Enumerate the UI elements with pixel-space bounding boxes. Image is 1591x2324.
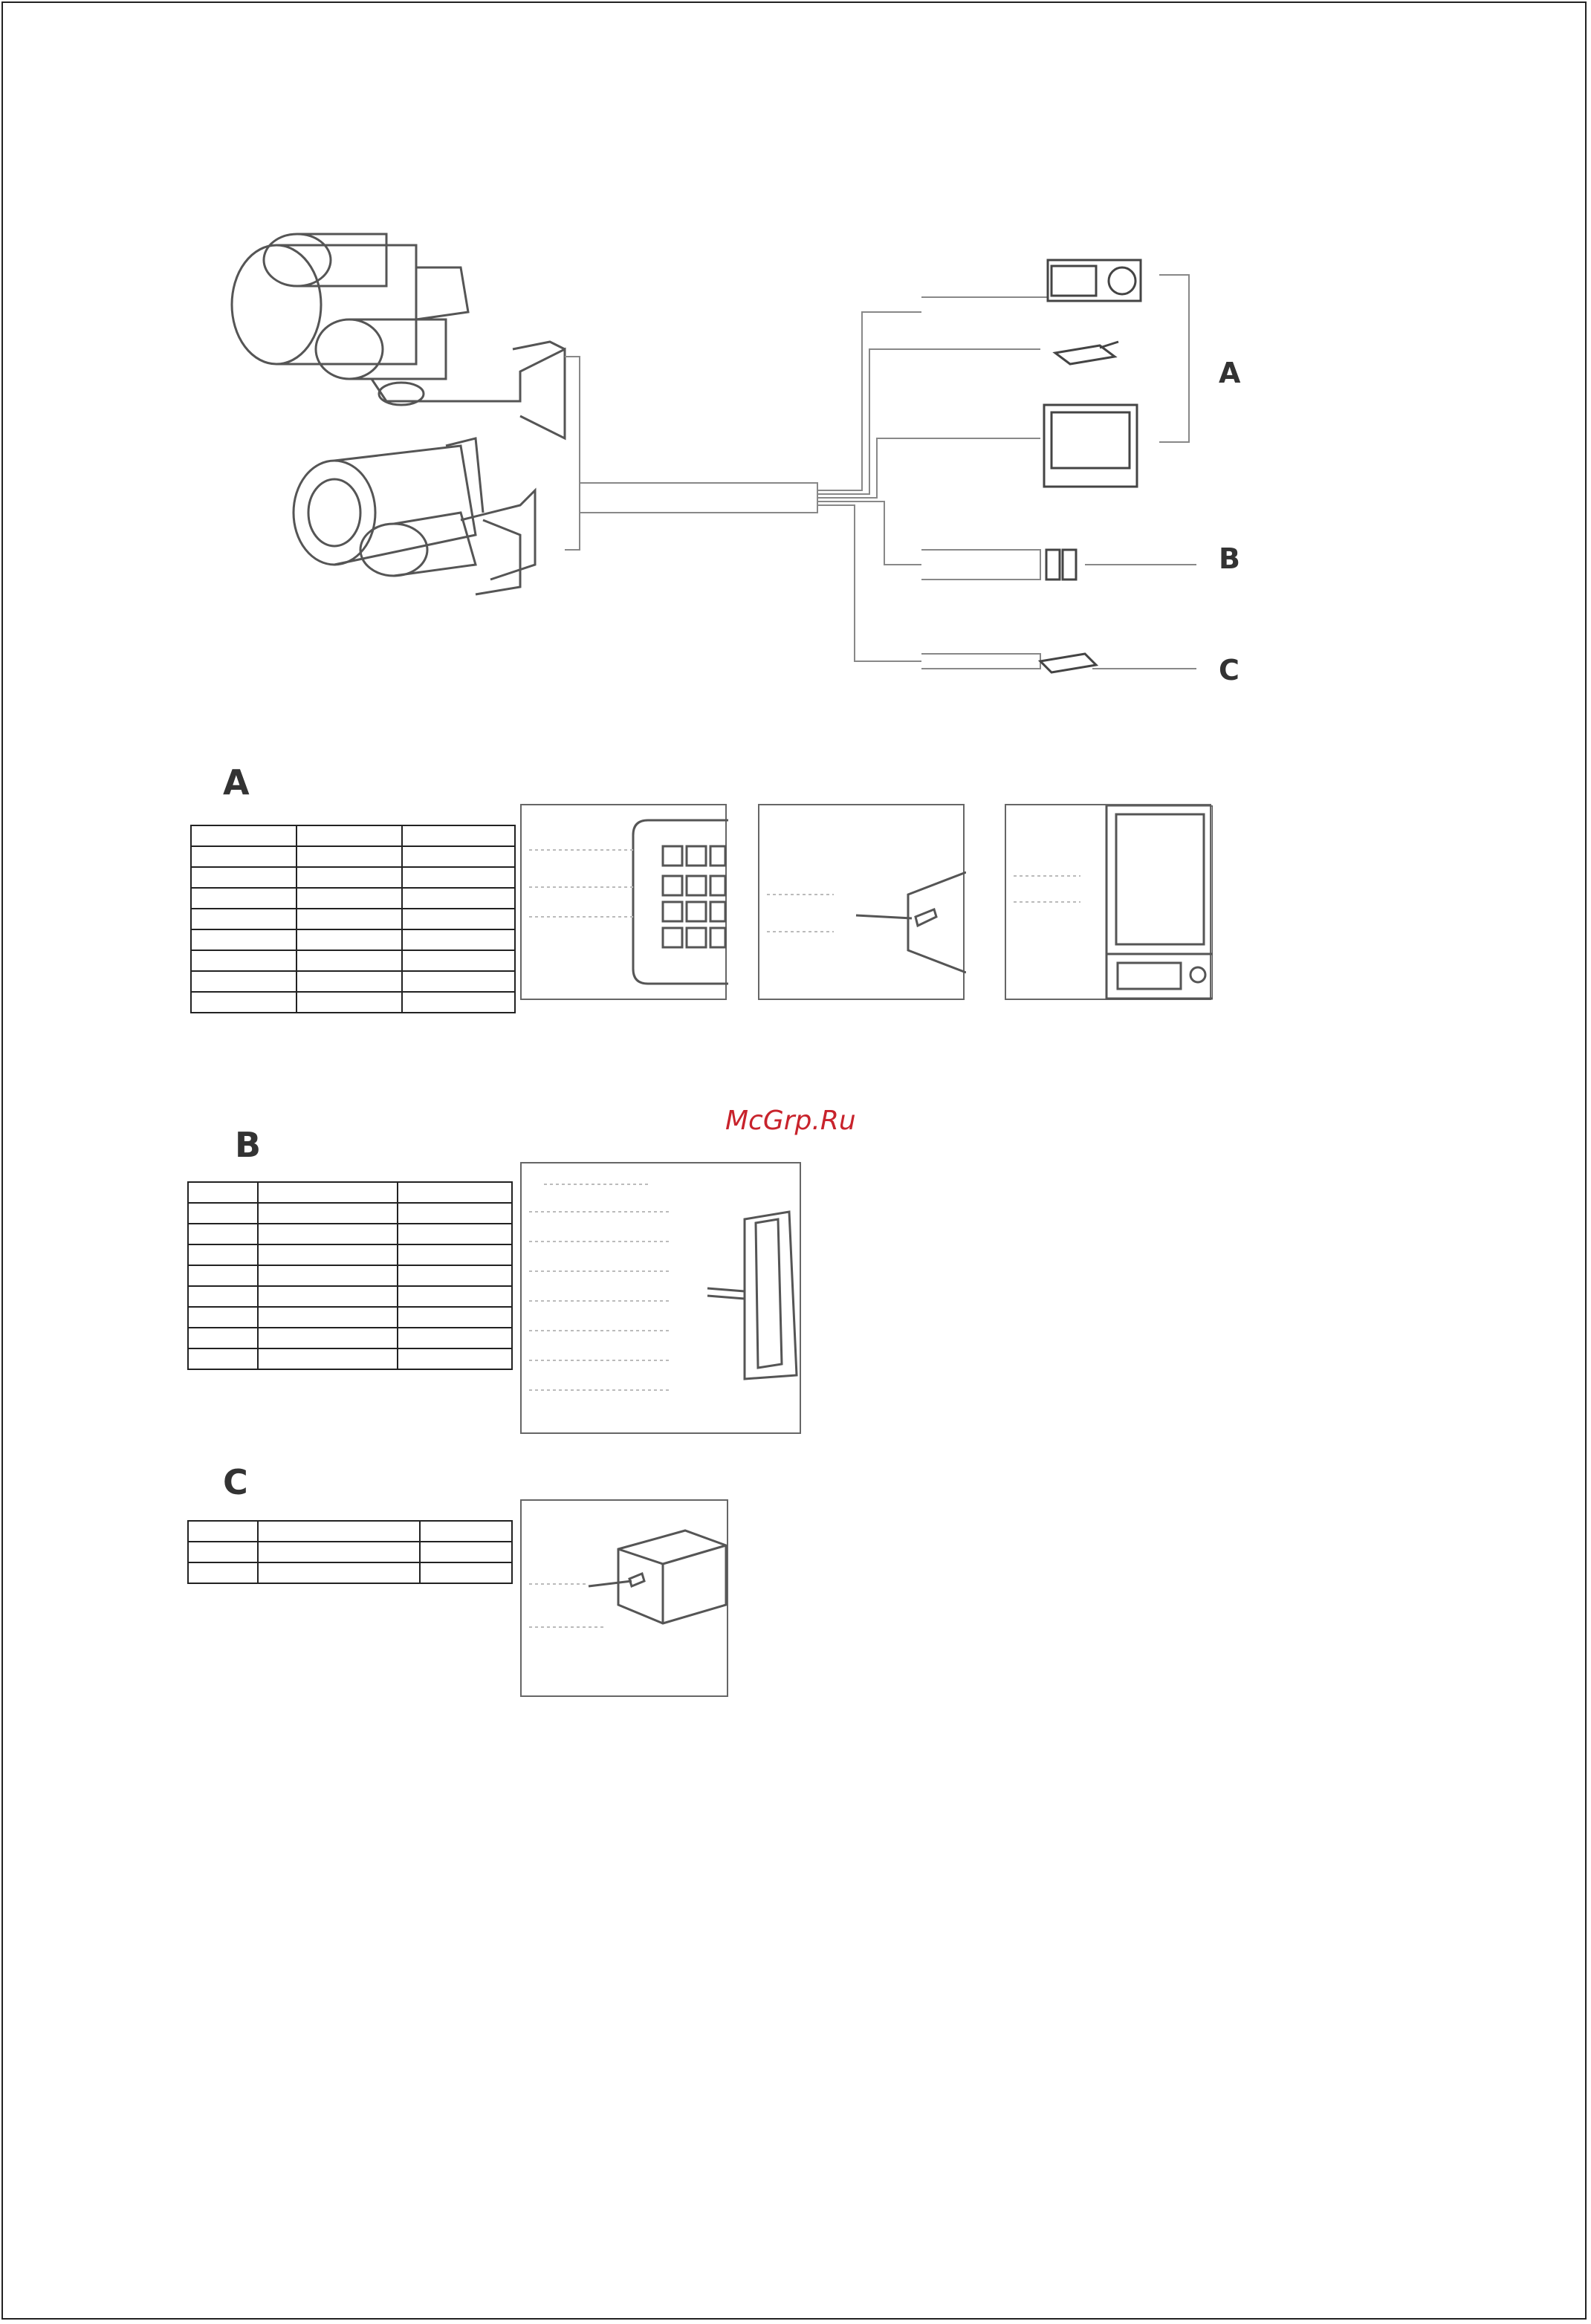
panel-c-plug xyxy=(520,1499,728,1697)
system-connection-diagram xyxy=(0,0,1591,743)
section-c-pin-table xyxy=(187,1520,513,1584)
panel-a-adapter xyxy=(758,804,965,1000)
plug-detail-icon xyxy=(522,1501,730,1698)
section-c-title: C xyxy=(223,1462,248,1502)
panel-b-terminal xyxy=(520,1162,801,1434)
section-a-pin-table xyxy=(190,825,516,1013)
cable-lines xyxy=(565,275,1196,669)
panel-a-keyboard xyxy=(520,804,727,1000)
section-b-title: B xyxy=(235,1125,262,1165)
keyboard-detail-icon xyxy=(522,805,728,1002)
terminal-block-device xyxy=(1046,550,1076,580)
overview-label-b: B xyxy=(1219,542,1240,575)
lower-camera-assembly xyxy=(294,438,535,594)
section-b-pin-table xyxy=(187,1181,513,1370)
plug-device xyxy=(1040,654,1096,672)
section-a-title: A xyxy=(223,762,250,802)
monitor-device xyxy=(1044,405,1137,487)
panel-a-monitor xyxy=(1005,804,1211,1000)
keyboard-device xyxy=(1048,260,1141,301)
adapter-device xyxy=(1055,342,1118,364)
upper-camera-assembly xyxy=(232,234,565,438)
overview-label-a: A xyxy=(1219,357,1241,389)
terminal-block-detail-icon xyxy=(522,1163,803,1435)
monitor-detail-icon xyxy=(1006,805,1213,1002)
adapter-detail-icon xyxy=(759,805,966,1002)
overview-label-c: C xyxy=(1219,654,1240,687)
watermark: McGrp.Ru xyxy=(725,1106,856,1136)
